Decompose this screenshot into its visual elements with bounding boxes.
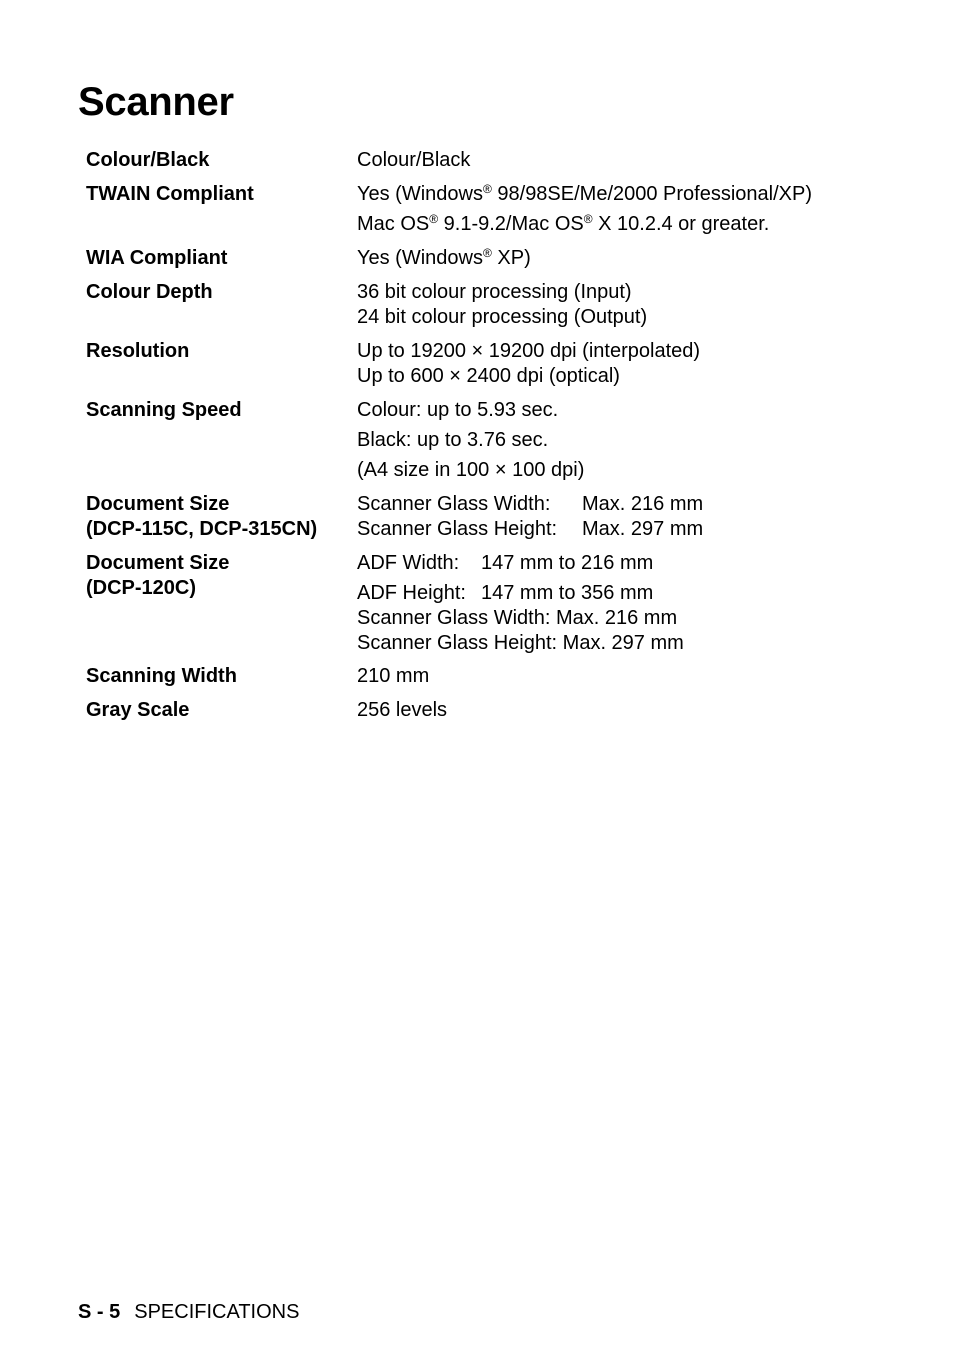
spec-value [357, 551, 947, 656]
spec-value-line: Colour/Black [357, 149, 471, 171]
spec-key: Scanner Glass Width: [357, 493, 551, 515]
spec-value-line: 210 mm [357, 665, 430, 687]
spec-value-line [357, 581, 947, 606]
spec-label: Resolution [86, 340, 190, 362]
text-fragment: Mac OS [357, 213, 430, 235]
spec-value-line: 256 levels [357, 699, 448, 721]
spec-label: Gray Scale [86, 699, 190, 721]
spec-value [357, 182, 947, 237]
spec-value-line: Scanner Glass Width: Max. 216 mm [357, 607, 678, 629]
spec-label: Scanning Width [86, 665, 237, 687]
spec-value-line [357, 517, 947, 542]
spec-value [357, 492, 947, 542]
spec-label: TWAIN Compliant [86, 183, 254, 205]
registered-mark: ® [429, 212, 439, 226]
text-fragment: XP) [491, 247, 531, 269]
spec-value [357, 698, 947, 723]
spec-value-line: Up to 600 × 2400 dpi (optical) [357, 365, 620, 387]
text-fragment: X 10.2.4 or greater. [592, 213, 770, 235]
spec-value-line: Up to 19200 × 19200 dpi (interpolated) [357, 340, 701, 362]
spec-key: Scanner Glass Height: [357, 518, 558, 540]
text-fragment: 98/98SE/Me/2000 Professional/XP) [491, 183, 813, 205]
registered-mark: ® [583, 212, 593, 226]
page-number: S - 5 [78, 1301, 121, 1323]
spec-label-line: Document Size [86, 552, 230, 574]
page-footer [78, 1300, 299, 1325]
spec-value [357, 398, 947, 483]
footer-section: SPECIFICATIONS [134, 1301, 300, 1323]
spec-value [357, 246, 947, 271]
spec-value-line: Scanner Glass Height: Max. 297 mm [357, 632, 684, 654]
spec-label-line: (DCP-115C, DCP-315CN) [86, 518, 318, 540]
spec-key: ADF Height: [357, 582, 466, 604]
spec-value-line: 24 bit colour processing (Output) [357, 306, 648, 328]
spec-label-line: (DCP-120C) [86, 577, 197, 599]
registered-mark: ® [482, 182, 492, 196]
spec-value [357, 339, 947, 389]
text-fragment: 9.1-9.2/Mac OS [438, 213, 584, 235]
spec-value-line [357, 492, 947, 517]
registered-mark: ® [482, 246, 492, 260]
spec-value-line [357, 212, 947, 237]
spec-key-value: Max. 216 mm [582, 493, 704, 515]
spec-value [357, 664, 947, 689]
spec-value-line: (A4 size in 100 × 100 dpi) [357, 459, 585, 481]
spec-key: ADF Width: [357, 552, 460, 574]
spec-value [357, 280, 947, 330]
spec-label-line: Document Size [86, 493, 230, 515]
spec-value-line: 36 bit colour processing (Input) [357, 281, 632, 303]
spec-label: Colour/Black [86, 149, 210, 171]
spec-label: WIA Compliant [86, 247, 228, 269]
spec-value-line [357, 182, 947, 207]
spec-key-value: 147 mm to 216 mm [481, 552, 654, 574]
spec-value-line [357, 246, 947, 271]
text-fragment: Yes (Windows [357, 247, 483, 269]
spec-label: Colour Depth [86, 281, 213, 303]
spec-value-line: Colour: up to 5.93 sec. [357, 399, 559, 421]
spec-key-value: 147 mm to 356 mm [481, 582, 654, 604]
spec-value [357, 148, 947, 173]
spec-value-line: Black: up to 3.76 sec. [357, 429, 549, 451]
page-title: Scanner [78, 80, 234, 124]
spec-label [86, 551, 346, 601]
spec-label: Scanning Speed [86, 399, 242, 421]
spec-key-value: Max. 297 mm [582, 518, 704, 540]
spec-label [86, 492, 346, 542]
text-fragment: Yes (Windows [357, 183, 483, 205]
spec-value-line [357, 551, 947, 576]
